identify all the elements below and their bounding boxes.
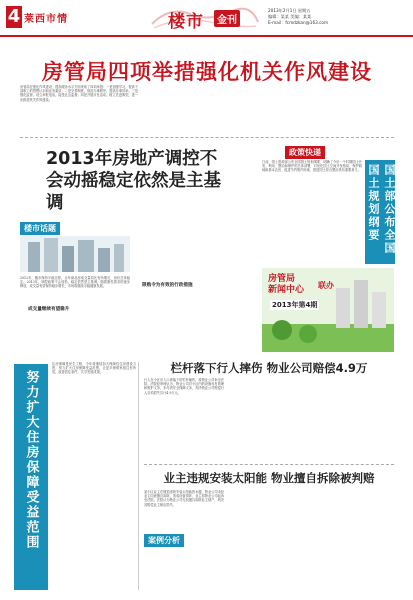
article2-title: 2013年房地产调控不会动摇稳定依然是主基调 [46,149,221,213]
lead-article-col1 [20,85,138,133]
masthead [150,4,260,30]
left-vertical-title: 努力扩大住房保障受益范围 [23,370,39,550]
article2-col1-bottom [20,314,130,352]
bottom-article1-col1 [144,378,224,460]
bottom-article1-body: 行人在小区出入口被落下的栏杆砸伤，将物业公司诉至法院。法院经审理认为，物业公司对小区内的设施负有管理和维护义务，未尽到安全保障义务，判决物业公司赔偿行人各项损失共计4.9万元。 [144,378,224,395]
column-rule [138,362,139,590]
policy-label: 政策快递 [285,146,325,159]
masthead-title: 楼市 [168,12,204,32]
left-vertical-bar [14,364,48,590]
section-name: 莱西市情 [24,14,68,25]
promo-ad-line1: 房管局 [268,274,296,284]
page-header [0,0,413,34]
policy-text [262,160,362,264]
bottom-article1-col2 [228,378,308,460]
case-analysis-label: 案例分析 [144,534,184,547]
promo-ad-issue: 2013年第4期 [272,301,318,309]
building-photo-icon [20,236,130,272]
bottom-article2-col1b [144,548,224,590]
article2-subhead2: 成交量继续有望稳升 [28,307,70,312]
lead-article-col3 [266,85,394,133]
issue-editors: 编辑：某某 美编：某某 [268,14,312,19]
article2-subhead3: 限购令为有效的行政措施 [142,283,193,288]
bottom-article1-title: 栏杆落下行人摔伤 物业公司赔偿4.9万 [170,361,368,375]
header-rule [0,35,413,37]
policy-title-bar [365,160,395,264]
bottom-article2-title: 业主违规安装太阳能 物业擅自拆除被判赔 [163,471,375,485]
issue-email: E-mail：fcmdzkan@163.com [268,20,329,25]
article2-col1-top [20,276,130,302]
article2-text: 2012年，楼市保持平稳态势，全年商品房成交量同比有所增长，房价总体稳定。2013年，调控政策不会放松，稳定依然是主基调，随着刚性需求的逐步释放，成交量有望保持稳步增长，市场将继续平稳健康发展。 [20,276,130,289]
section-divider [20,137,394,138]
page-number: 4 [7,6,21,27]
bottom-article2-col1 [144,490,224,530]
left-vertical-body: 住房保障是民生工程，今年将继续加大保障性住房建设力度，努力扩大住房保障受益范围，让更多困难家庭住有所居，改善居住条件，共享发展成果。 [52,362,136,375]
issue-date: 2013年2月1日 星期五 [268,8,311,13]
left-vertical-text [52,362,136,590]
bottom-divider [144,464,394,465]
masthead-subtitle: 金刊 [214,10,240,27]
main-headline: 房管局四项举措强化机关作风建设 [42,60,372,84]
policy-title: 国土部公布全国国土规划纲要 [367,164,396,255]
bottom-article2-col2 [228,490,308,590]
policy-body: 日前，国土资源部公布全国国土规划纲要，明确了今后一个时期国土开发、利用、整治和保护的总体部署，对优化国土空间开发格局、保护耕地和基本农田、促进节约集约用地、推进国土综合整治具有重要意义。 [262,160,362,173]
issue-info [268,8,328,26]
promo-ad-line2: 新闻中心 [268,285,305,295]
bottom-article2-col3 [312,490,394,590]
lead-article-text: 房管局在强化作风建设、提高服务水平方面采取了四项举措：一是加强学习，提高干部职工的思想认识和业务素质；二是完善制度，规范办事程序，提高办事效率；三是强化监督，设立举报电话，接受社会监督；四是开展评比活动，树立先进典型，进一步推进机关作风建设。 [20,85,138,102]
bottom-article2-body: 某小区业主在楼顶违规安装太阳能热水器，物业公司未经业主同意擅自拆除，造成设备损坏，业主将物业公司起诉至法院。法院认为物业公司无权擅自拆除业主财产，判决其赔偿业主相应损失。 [144,490,224,507]
article2-photo [20,236,130,272]
lead-article-col2 [143,85,261,133]
masthead-ornament [150,4,260,30]
bottom-article1-col3 [312,378,394,460]
article2-subhead: 楼市话题 [20,222,60,235]
promo-ad [262,268,394,352]
promo-ad-line3: 联办 [318,281,334,290]
